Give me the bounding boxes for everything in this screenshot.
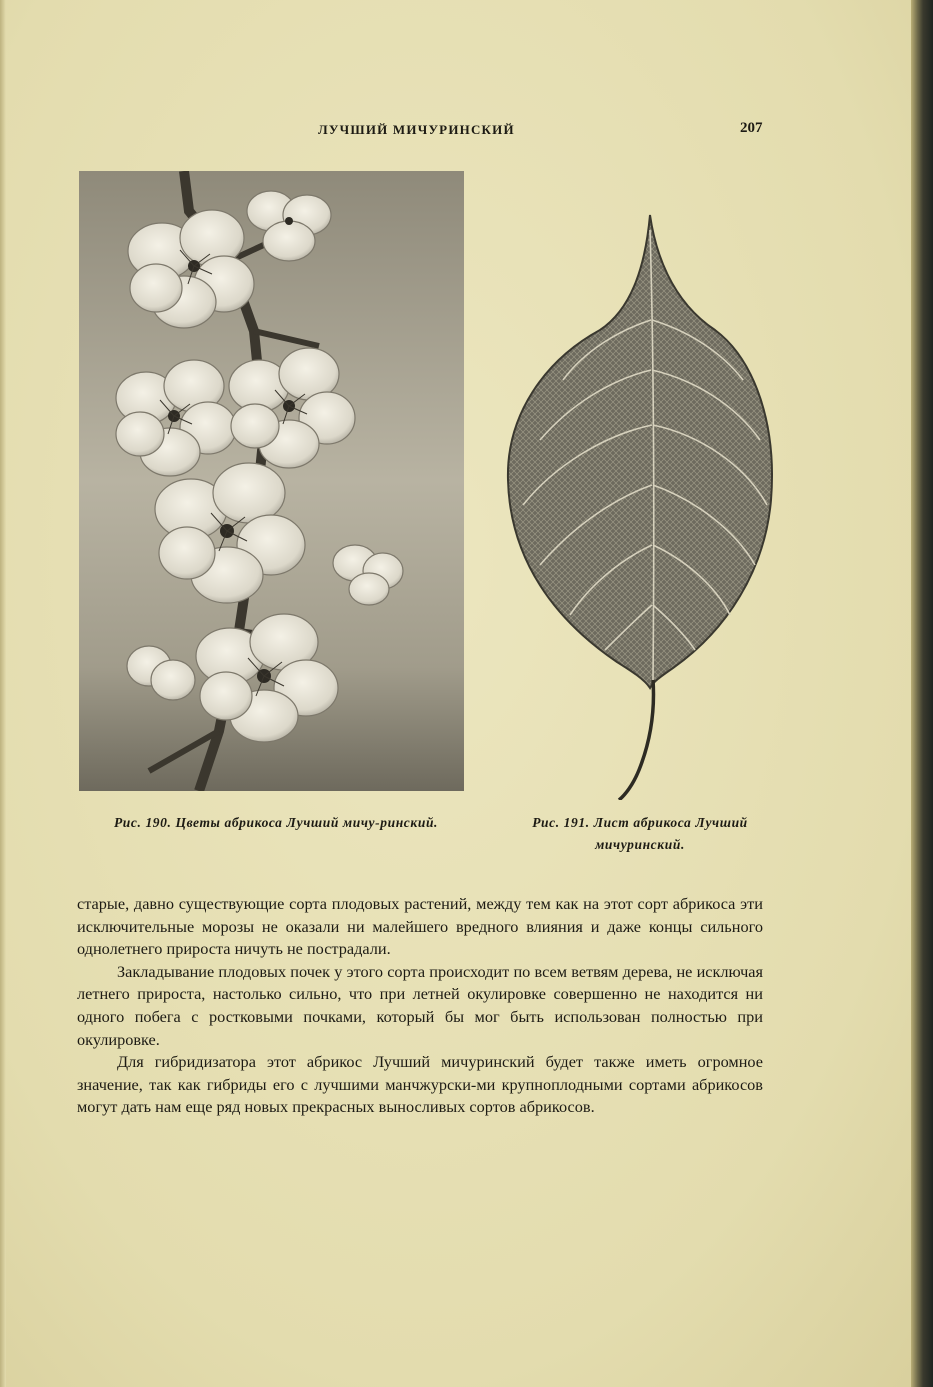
paragraph-hybridizer: Для гибридизатора этот абрикос Лучший мичуринский будет также иметь огромное значение, так как гибриды его с лучшими манчжурски-ми крупноплодными сортами абрикосов могут дать нам еще ряд новых прекрасных выносливых сортов абрикосов. <box>77 1052 763 1117</box>
running-head: ЛУЧШИЙ МИЧУРИНСКИЙ <box>318 122 515 137</box>
figure-190-caption-text: Цветы абрикоса Лучший мичу-ринский. <box>175 815 439 830</box>
figure-190-caption <box>86 812 466 834</box>
blossom-illustration <box>79 171 464 791</box>
leaf-illustration <box>505 210 775 800</box>
figure-191-caption <box>515 812 765 856</box>
paragraph-continued: старые, давно существующие сорта плодовых растений, между тем как на этот сорт абрикоса эти исключительные морозы не оказали ни малейшего вредного влияния и даже концы сильного однолетнего прироста ничуть не пострадали. <box>77 894 763 959</box>
paragraph-fruit-buds: Закладывание плодовых почек у этого сорта происходит по всем ветвям дерева, не исключая летнего прироста, настолько сильно, что при летней окулировке совершенно не находится ни одного побега с ростковыми почками, который бы мог быть использован полностью при окулировке. <box>77 961 763 1049</box>
figure-191-caption-text: Лист абрикоса Лучший мичуринский. <box>593 815 748 852</box>
book-spine-edge <box>911 0 933 1387</box>
figure-190-number: Рис. 190. <box>113 815 172 830</box>
page-left-edge <box>0 0 6 1387</box>
figure-190-apricot-blossoms-photo <box>79 171 464 791</box>
figure-191-apricot-leaf-photo <box>505 210 775 800</box>
page-number: 207 <box>740 120 763 136</box>
figure-191-number: Рис. 191. <box>532 815 590 830</box>
body-text <box>77 893 763 1119</box>
